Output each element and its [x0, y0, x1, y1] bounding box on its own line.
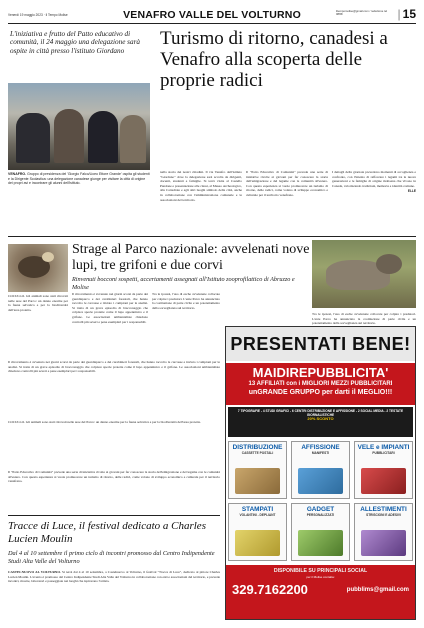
- ad-footer-sub: per il Molise contatta:: [306, 575, 335, 579]
- ad-line2: unGRANDE GRUPPO per darti il MEGLIO!!!: [248, 389, 393, 396]
- truck-icon: [361, 468, 406, 494]
- story1-rule: [8, 236, 416, 237]
- ad-line1: 13 AFFILIATI con i MIGLIORI MEZZI PUBBLICITARI: [248, 381, 393, 387]
- ad-discount: 20% SCONTO: [307, 416, 334, 422]
- story1-col2: Il "Patto Educativo di Comunità" prevede una serie di iniziative rivolte ai giovani per far conoscere la storia dell'emigrazione e del legame con le comunità all'estero. Con questa esperienza si vuole promuovere un turismo di ritorno, delle radici, come volano di sviluppo economico e culturale per il territorio venafrano.: [246, 170, 328, 197]
- ad-tile-gadget[interactable]: [291, 503, 350, 561]
- gadget-icon: [298, 530, 343, 556]
- story2-continued-3: Il "Patto Educativo di Comunità" prevede una serie di iniziative rivolte ai giovani per far conoscere la storia dell'emigrazione e del legame con le comunità all'estero. Con questa esperienza si vuole promuovere un turismo di ritorno, delle radici, come volano di sviluppo economico e culturale per il territorio venafrano.: [8, 470, 220, 484]
- story1-col3: I dettagli della giornata prevedono momenti di accoglienza e confronto, con l'intento di rafforzare i legami tra le nuove generazioni e le famiglie di origine molisana che vivono in Canada, valorizzando tradizioni, memoria e identità comune. ELLE: [332, 170, 416, 194]
- ad-services-text: 7 TIPOGRAFIE - 4 STUDI GRAFICI - 6 CENTRI DISTRIBUZIONE E AFFISSIONE - 2 SOCIAL MEDIA - 2 TESTATE GIORNALISTICHE: [237, 409, 404, 418]
- story2-headline: Strage al Parco nazionale: avvelenati nove lupi, tre grifoni e due corvi: [72, 242, 310, 273]
- masthead-rule: [8, 23, 416, 24]
- ad-tile-sub: PERSONALIZZATI: [306, 513, 335, 517]
- page-number: | 15: [397, 7, 416, 21]
- masthead: [8, 6, 416, 22]
- ad-tile-sub: STRISCIONI E ADESIVI: [366, 513, 401, 517]
- wolf-photo: [312, 240, 416, 308]
- story2-continued-2: COCULLO. Gli animali sono stati ritrovati nelle aree del Parco: un danno enorme per la fauna selvatica e per la biodiversità dell'area protetta.: [8, 420, 201, 424]
- ad-phone[interactable]: 329.7162200: [232, 582, 308, 597]
- billboard-icon: [298, 468, 343, 494]
- ad-logo: MAIDIREPUBBLICITA': [252, 365, 389, 380]
- advertisement[interactable]: [225, 326, 416, 620]
- ad-tile-sails[interactable]: [354, 441, 413, 499]
- story1-signature: ELLE: [407, 189, 416, 194]
- ad-tile-label: VELE e IMPIANTI: [357, 444, 410, 451]
- story2-col-right: Tra le ipotesi, l'uso di esche avvelenate collocate per colpire i predatori. L'ente Parco ha annunciato la costituzione di parte civile e un potenziamento della sorveglianza sul territorio.: [312, 312, 416, 326]
- story2-col-mid2: Tra le ipotesi, l'uso di esche avvelenate collocate per colpire i predatori. L'ente Parco ha annunciato la costituzione di parte civile e un potenziamento della sorveglianza sul territorio.: [152, 292, 220, 310]
- story1-caption: VENAFRO. Gruppo di presidenza del 'Giorgio Falco/Liceo Ettore Grande' ospita gli studenti e la Dirigente Scolastica: una delegazione canadese giunge per visitare la città di origine dei propri avi e incontrare gli alunni dell'istituto.: [8, 172, 150, 186]
- ad-tile-sub: MANIFESTI: [311, 451, 330, 455]
- ad-tile-installations[interactable]: [354, 503, 413, 561]
- ad-tile-label: DISTRIBUZIONE: [232, 444, 283, 451]
- story1-headline: Turismo di ritorno, canadesi a Venafro alla scoperta delle proprie radici: [160, 28, 388, 91]
- ad-tile-sub: CASSETTE POSTALI: [241, 451, 274, 455]
- story3-body: CASTELNUOVO AL VOLTURNO. Si terrà dal 4 al 10 settembre, a Castelnuovo al Volturno, il festival "Tracce di Luce", dedicato al pittore Charles Lucien Moulin. L'evento è promosso dal Centro Indipendente Studi Alta Valle del Volturno in collaborazione con enti e associazioni del territorio, e prevede incontri, mostre, laboratori e passeggiate nei luoghi che ispirarono l'artista.: [8, 570, 220, 584]
- banner-icon: [361, 530, 406, 556]
- mailbox-icon: [235, 468, 280, 494]
- ad-tile-label: GADGET: [306, 506, 335, 513]
- ad-tile-distribution[interactable]: [228, 441, 287, 499]
- ad-tile-sub: VOLANTINI - DEPLIANT: [239, 513, 276, 517]
- story2-continued: Il ritrovamento è avvenuto nei giorni scorsi da parte dei guardiaparco e dei carabinieri forestali, che hanno raccolto le carcasse e inviato i campioni per le analisi. Si tratta di un grave episodio di bracconaggio che colpisce specie protette come il lupo appenninico e il grifone. Le associazioni ambientaliste chiedono controlli più severi e pene esemplari per i responsabili.: [8, 360, 220, 374]
- ad-tile-label: ALLESTIMENTI: [360, 506, 407, 513]
- group-photo: [8, 83, 150, 170]
- vulture-photo: [8, 244, 68, 292]
- story2-subheadline: Rinvenuti bocconi sospetti, accertamenti assegnati all'Istituto zooprofilattico di Abruzzo e Molise: [72, 276, 295, 291]
- ad-footer-title: DISPONIBILE SU PRINCIPALI SOCIAL: [273, 568, 368, 574]
- story1-kicker: L'iniziativa e frutto del Patto educativo di comunità, il 24 maggio una delegazione sarà ospite in città presso l'istituto Giordano: [10, 30, 140, 55]
- story3-headline: Tracce di Luce, il festival dedicato a Charles Lucien Moulin: [8, 520, 206, 545]
- story2-col-left: COCULLO. Gli animali sono stati ritrovati nelle aree del Parco: un danno enorme per la fauna selvatica e per la biodiversità dell'area protetta.: [8, 294, 68, 312]
- ad-email[interactable]: pubblims@gmail.com: [346, 586, 409, 593]
- issue-date: Venerdì 19 maggio 2023 · Il Tempo Molise: [8, 13, 68, 17]
- ad-tile-label: STAMPATI: [241, 506, 274, 513]
- story2-rule: [8, 515, 220, 516]
- ad-footer: [226, 565, 415, 620]
- ad-tile-prints[interactable]: [228, 503, 287, 561]
- contact-info: iltempomolise@gmail.com / redazione tel 0865/: [336, 9, 388, 17]
- ad-tile-sub: PUBBLICITARI: [372, 451, 395, 455]
- section-title: VENAFRO VALLE DEL VOLTURNO: [123, 9, 301, 21]
- story2-col-mid: Il ritrovamento è avvenuto nei giorni scorsi da parte dei guardiaparco e dei carabinieri forestali, che hanno raccolto le carcasse e inviato i campioni per le analisi. Si tratta di un grave episodio di bracconaggio che colpisce specie protette come il lupo appenninico e il grifone. Le associazioni ambientaliste chiedono controlli più severi e pene esemplari per i responsabili.: [72, 292, 148, 324]
- ad-tile-posters[interactable]: [291, 441, 350, 499]
- ad-tile-label: AFFISSIONE: [301, 444, 340, 451]
- flyer-icon: [235, 530, 280, 556]
- ad-services: [228, 407, 413, 437]
- ad-title: PRESENTATI BENE!: [226, 327, 415, 361]
- story1-col1: nella storia dei nostri cittadini. Il via Venafro dell'istituto "Giordano" dove la delegazione sarà accolta da dirigenti, docenti, studenti e famiglie. Si terrà visita al Castello Pandone e presentazione alle classi, al Museo Archeologico, alla Cattedrale e agli altri luoghi simbolo della città, anche in collaborazione con l'amministrazione comunale e le associazioni del territorio.: [160, 170, 242, 202]
- story3-subheadline: Dal 4 al 10 settembre il primo ciclo di incontri promosso dal Centro Indipendente Studi Alta Valle del Volturno: [8, 550, 215, 565]
- ad-band: [226, 363, 415, 405]
